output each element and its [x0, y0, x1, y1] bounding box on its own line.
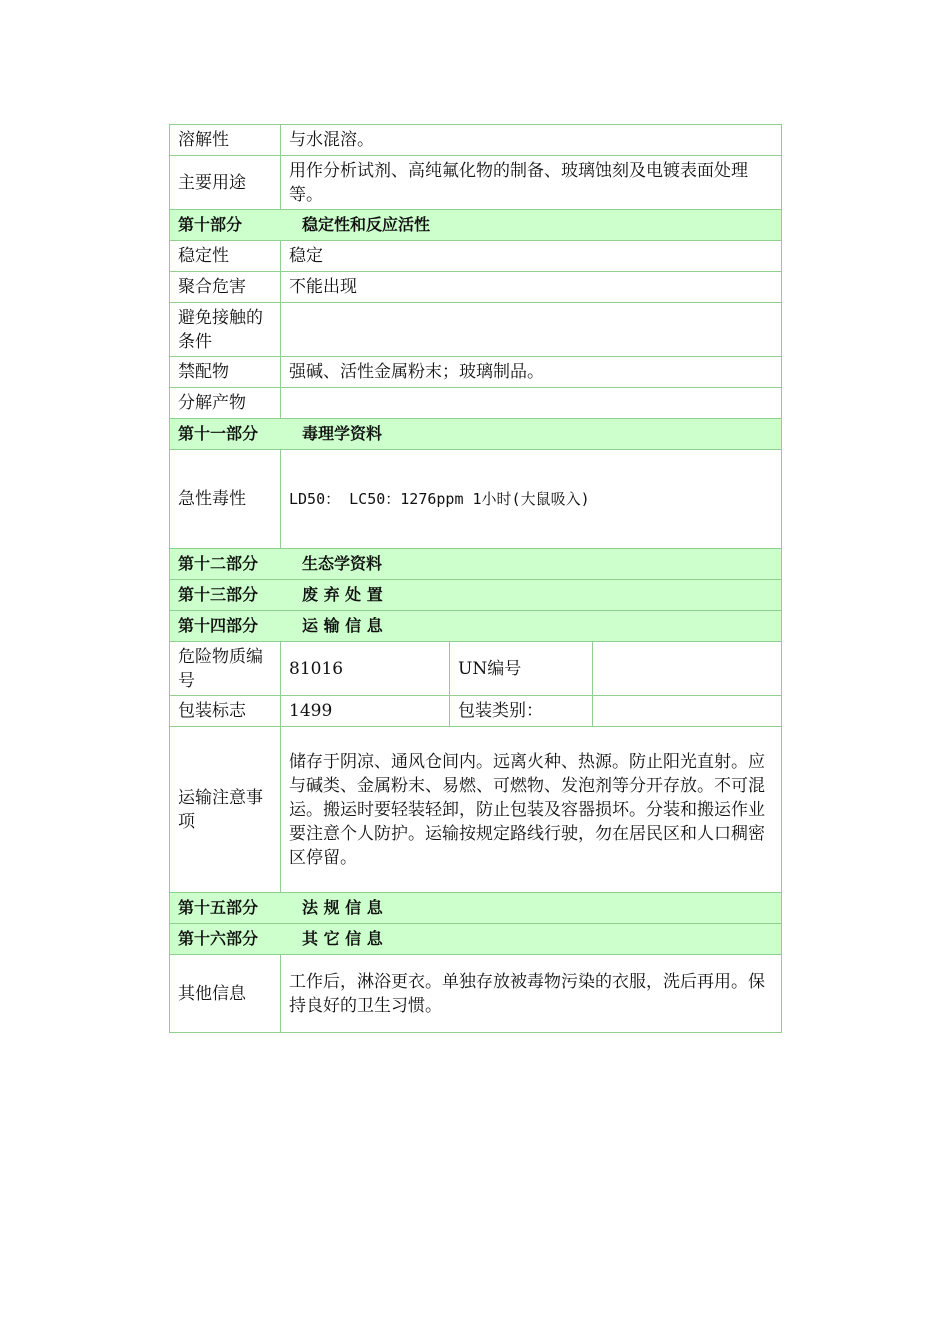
section-16-number: 第十六部分: [178, 929, 259, 948]
value-avoid-conditions: [281, 303, 782, 357]
value-incompatible: 强碱、活性金属粉末；玻璃制品。: [281, 357, 782, 388]
value-polymerization: 不能出现: [281, 272, 782, 303]
row-incompatible: [170, 357, 782, 388]
section-16: [170, 924, 782, 955]
row-stability: [170, 241, 782, 272]
section-13: [170, 580, 782, 611]
label-packaging-class: 包装类别：: [450, 696, 593, 727]
label-other-info: 其他信息: [170, 955, 281, 1033]
section-11-number: 第十一部分: [178, 424, 259, 443]
value-stability: 稳定: [281, 241, 782, 272]
label-polymerization: 聚合危害: [170, 272, 281, 303]
section-12: [170, 549, 782, 580]
label-decomposition: 分解产物: [170, 388, 281, 419]
label-stability: 稳定性: [170, 241, 281, 272]
value-other-info: 工作后，淋浴更衣。单独存放被毒物污染的衣服，洗后再用。保持良好的卫生习惯。: [281, 955, 782, 1033]
row-acute-toxicity: [170, 450, 782, 549]
value-uses: 用作分析试剂、高纯氟化物的制备、玻璃蚀刻及电镀表面处理等。: [281, 156, 782, 210]
value-packaging-class: [593, 696, 782, 727]
section-14-number: 第十四部分: [178, 616, 259, 635]
section-13-number: 第十三部分: [178, 585, 259, 604]
section-10-title: 稳定性和反应活性: [302, 215, 431, 234]
row-decomposition: [170, 388, 782, 419]
section-15-number: 第十五部分: [178, 898, 259, 917]
row-transport-notes: [170, 727, 782, 893]
section-14: [170, 611, 782, 642]
label-hazard-number: 危险物质编号: [170, 642, 281, 696]
row-other-info: [170, 955, 782, 1033]
row-packaging-mark: [170, 696, 782, 727]
section-15: [170, 893, 782, 924]
section-16-title: 其 它 信 息: [302, 929, 383, 948]
section-11: [170, 419, 782, 450]
row-avoid-conditions: [170, 303, 782, 357]
section-10: [170, 210, 782, 241]
value-packaging-mark: 1499: [281, 696, 450, 727]
sds-table: [169, 124, 782, 1033]
section-13-title: 废 弃 处 置: [302, 585, 383, 604]
row-polymerization: [170, 272, 782, 303]
value-transport-notes: 储存于阴凉、通风仓间内。远离火种、热源。防止阳光直射。应与碱类、金属粉末、易燃、可燃物、发泡剂等分开存放。不可混运。搬运时要轻装轻卸，防止包装及容器损坏。分装和搬运作业要注意个人防护。运输按规定路线行驶，勿在居民区和人口稠密区停留。: [281, 727, 782, 893]
section-15-title: 法 规 信 息: [302, 898, 383, 917]
label-incompatible: 禁配物: [170, 357, 281, 388]
row-uses: [170, 156, 782, 210]
section-12-title: 生态学资料: [302, 554, 383, 573]
section-14-title: 运 输 信 息: [302, 616, 383, 635]
value-acute-toxicity: LD50： LC50：1276ppm 1小时(大鼠吸入): [281, 450, 782, 549]
row-solubility: [170, 125, 782, 156]
row-hazard-number: [170, 642, 782, 696]
value-un-number: [593, 642, 782, 696]
label-packaging-mark: 包装标志: [170, 696, 281, 727]
section-12-number: 第十二部分: [178, 554, 259, 573]
label-solubility: 溶解性: [170, 125, 281, 156]
label-un-number: UN编号: [450, 642, 593, 696]
label-uses: 主要用途: [170, 156, 281, 210]
section-10-number: 第十部分: [178, 215, 243, 234]
value-solubility: 与水混溶。: [281, 125, 782, 156]
label-acute-toxicity: 急性毒性: [170, 450, 281, 549]
label-avoid-conditions: 避免接触的条件: [170, 303, 281, 357]
section-11-title: 毒理学资料: [302, 424, 383, 443]
value-decomposition: [281, 388, 782, 419]
value-hazard-number: 81016: [281, 642, 450, 696]
label-transport-notes: 运输注意事项: [170, 727, 281, 893]
